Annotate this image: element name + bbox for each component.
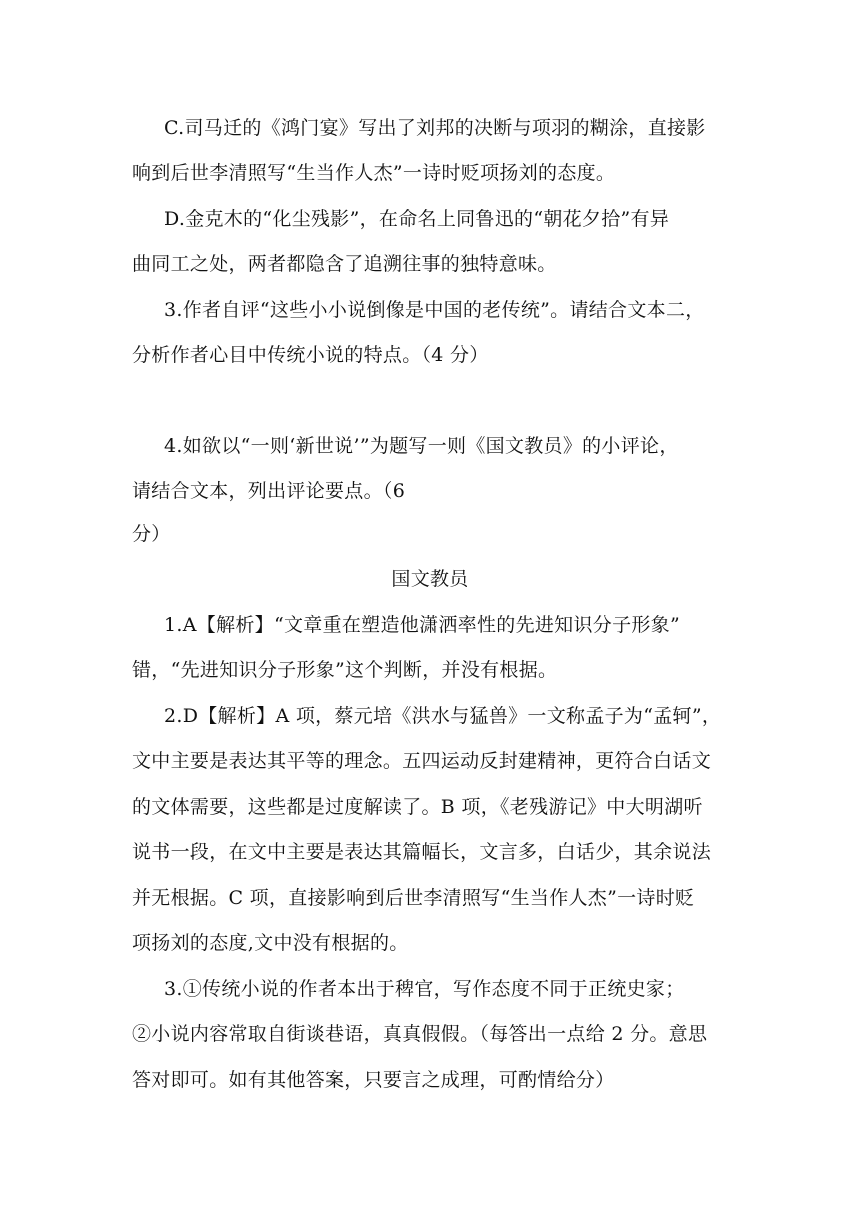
answer-2-line-6: 项扬刘的态度,文中没有根据的。 (132, 932, 409, 954)
option-c-line-1: C.司马迁的《鸿门宴》写出了刘邦的决断与项羽的糊涂，直接影 (164, 117, 706, 139)
option-d-line-1: D.金克木的“化尘残影”，在命名上同鲁迅的“朝花夕拾”有异 (164, 208, 670, 230)
question-3-line-1: 3.作者自评“这些小小说倒像是中国的老传统”。请结合文本二， (164, 299, 705, 321)
answer-3-line-1: 3.①传统小说的作者本出于稗官，写作态度不同于正统史家； (164, 978, 685, 1000)
answer-2-line-5: 并无根据。C 项，直接影响到后世李清照写“生当作人杰”一诗时贬 (132, 887, 695, 909)
answer-2-line-3: 的文体需要，这些都是过度解读了。B 项，《老残游记》中大明湖听 (132, 796, 703, 818)
question-4-line-2: 请结合文本，列出评论要点。（6 (132, 480, 406, 502)
answer-2-line-2: 文中主要是表达其平等的理念。五四运动反封建精神，更符合白话文 (132, 750, 712, 772)
option-d-line-2: 曲同工之处，两者都隐含了追溯往事的独特意味。 (132, 253, 557, 275)
answer-2-line-4: 说书一段，在文中主要是表达其篇幅长，文言多，白话少，其余说法 (132, 841, 712, 863)
question-3-line-2: 分析作者心目中传统小说的特点。（4 分） (132, 344, 489, 366)
answer-1-line-2: 错，“先进知识分子形象”这个判断，并没有根据。 (132, 659, 558, 681)
answer-section-title: 国文教员 (391, 568, 469, 590)
answer-3-line-2: ②小说内容常取自街谈巷语，真真假假。（每答出一点给 2 分。意思 (132, 1023, 708, 1045)
answer-2-line-1: 2.D【解析】A 项，蔡元培《洪水与猛兽》一文称孟子为“孟轲”， (164, 705, 722, 727)
option-c-line-2: 响到后世李清照写“生当作人杰”一诗时贬项扬刘的态度。 (132, 162, 616, 184)
answer-1-line-1: 1.A【解析】“文章重在塑造他潇洒率性的先进知识分子形象” (164, 614, 680, 636)
question-4-line-1: 4.如欲以“一则‘新世说’”为题写一则《国文教员》的小评论， (164, 435, 679, 457)
answer-3-line-3: 答对即可。如有其他答案，只要言之成理，可酌情给分） (132, 1069, 615, 1091)
question-4-line-3: 分） (132, 523, 171, 545)
